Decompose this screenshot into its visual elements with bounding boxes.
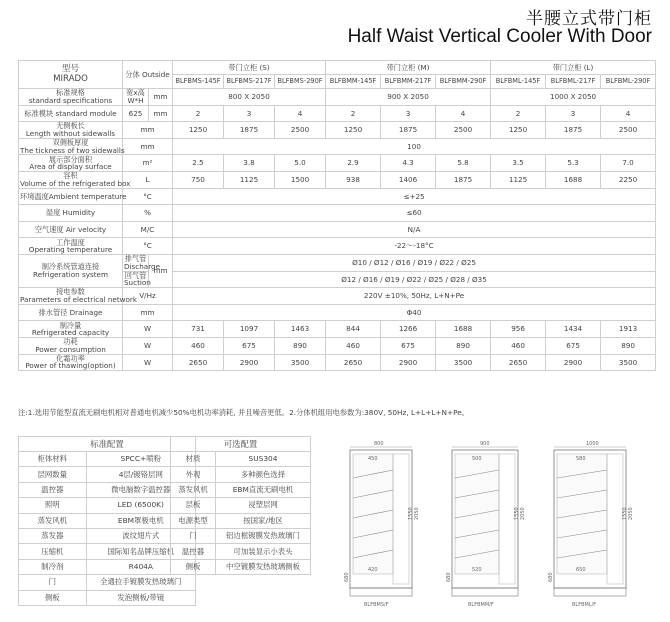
cell: 938 bbox=[326, 171, 381, 188]
row-ambient bbox=[19, 188, 656, 205]
cell: 2900 bbox=[381, 354, 436, 371]
config-key: 层板 bbox=[171, 498, 216, 513]
cell: 2500 bbox=[275, 122, 326, 139]
cell: 890 bbox=[436, 337, 491, 354]
cell: 220V ±10%, 50Hz, L+N+Pe bbox=[173, 288, 656, 305]
dim-b: 680 bbox=[548, 572, 554, 582]
config-key: 侧板 bbox=[171, 559, 216, 574]
cabinet-drawing-m bbox=[446, 441, 526, 608]
drawing-label: BLFBMM/F bbox=[468, 602, 494, 608]
cell: 3500 bbox=[601, 354, 656, 371]
config-key: 侧板 bbox=[19, 590, 87, 605]
cell: 2650 bbox=[326, 354, 381, 371]
cell: 2.5 bbox=[173, 155, 224, 172]
footnote: 注:1.选用节能型直流无刷电机相对普通电机减少50%电机功率消耗, 并且噪音更低。2.分体机组用电参数为:380V, 50Hz, L+L+L+N+Pe。 bbox=[18, 408, 469, 417]
dim-width: 1000 bbox=[586, 441, 599, 447]
cell: 5.8 bbox=[436, 155, 491, 172]
cell: 675 bbox=[381, 337, 436, 354]
dim-h: 1550 bbox=[408, 507, 414, 520]
cell: 1434 bbox=[546, 321, 601, 338]
model-name: BLFBML-290F bbox=[601, 75, 656, 89]
group-m: 带门立柜 (M) bbox=[326, 61, 491, 75]
cell: 2500 bbox=[601, 122, 656, 139]
config-value: 按国家/地区 bbox=[216, 513, 311, 528]
row-capacity bbox=[19, 321, 656, 338]
config-value: 浸塑层网 bbox=[216, 498, 311, 513]
dim-b: 680 bbox=[344, 572, 350, 582]
cell: 750 bbox=[173, 171, 224, 188]
cell: Φ40 bbox=[173, 304, 656, 321]
config-key: 压缩机 bbox=[19, 544, 87, 559]
row-humidity bbox=[19, 205, 656, 222]
cell: 844 bbox=[326, 321, 381, 338]
config-value: 发泡侧板/带镜 bbox=[86, 590, 195, 605]
row-air bbox=[19, 221, 656, 238]
config-key: 蒸发器 bbox=[19, 528, 87, 543]
title-chinese: 半腰立式带门柜 bbox=[526, 9, 652, 29]
row-length bbox=[19, 122, 656, 139]
cell: 890 bbox=[601, 337, 656, 354]
config-value: 铝边框镀膜发热玻璃门 bbox=[216, 528, 311, 543]
row-label: 空气速度 Air velocity bbox=[19, 221, 123, 238]
cell: 956 bbox=[491, 321, 546, 338]
row-label: 湿度 Humidity bbox=[19, 205, 123, 222]
row-unit: V/Hz bbox=[123, 288, 173, 305]
row-label: 接电参数 Parameters of electrical network bbox=[20, 287, 138, 304]
config-key: 材质 bbox=[171, 452, 216, 467]
cell: 3500 bbox=[275, 354, 326, 371]
dim-width: 800 bbox=[374, 441, 384, 447]
config-value: 波纹翅片式 bbox=[86, 528, 195, 543]
cell: 1463 bbox=[275, 321, 326, 338]
model-label: 型号 MIRADO bbox=[19, 61, 123, 89]
config-value: 可加装显示小表头 bbox=[216, 544, 311, 559]
cell: ≤60 bbox=[173, 205, 656, 222]
row-thickness bbox=[19, 138, 656, 155]
cell: 890 bbox=[275, 337, 326, 354]
cell: 675 bbox=[224, 337, 275, 354]
config-key: 电源类型 bbox=[171, 513, 216, 528]
config-value: SPCC+喷粉 bbox=[86, 452, 195, 467]
row-label: 展示部分面积 Area of display surface bbox=[19, 155, 123, 172]
row-sub: 排气管 Discharge bbox=[124, 254, 161, 271]
model-name: BLFBMS-145F bbox=[173, 75, 224, 89]
row-sub: 625 bbox=[123, 105, 149, 122]
config-key: 外观 bbox=[171, 467, 216, 482]
cell: 460 bbox=[173, 337, 224, 354]
cell: 2.9 bbox=[326, 155, 381, 172]
cell: 1875 bbox=[381, 122, 436, 139]
dim-mid: 420 bbox=[368, 567, 378, 573]
cell: 2650 bbox=[491, 354, 546, 371]
cell: 4 bbox=[275, 105, 326, 122]
dim-h: 1550 bbox=[622, 507, 628, 520]
row-drainage bbox=[19, 304, 656, 321]
cell: 1250 bbox=[491, 122, 546, 139]
row-label: 制冷量 Refrigerated capacity bbox=[19, 321, 123, 338]
cell: 1250 bbox=[173, 122, 224, 139]
cell: 2500 bbox=[436, 122, 491, 139]
cell: 1913 bbox=[601, 321, 656, 338]
row-unit: °C bbox=[123, 238, 173, 255]
cell: 1097 bbox=[224, 321, 275, 338]
row-spec bbox=[19, 89, 656, 106]
optional-config-table bbox=[170, 436, 311, 575]
row-label: 标准模块 standard module bbox=[19, 105, 123, 122]
config-key: 蒸发风机 bbox=[19, 513, 87, 528]
row-label: 功耗 Power consumption bbox=[19, 337, 123, 354]
cabinet-drawing-s bbox=[344, 441, 420, 608]
drawing-label: BLFBMS/F bbox=[364, 602, 389, 608]
config-value: 中空镀膜发热玻璃侧板 bbox=[216, 559, 311, 574]
config-value: 4层/镀铬层网 bbox=[86, 467, 195, 482]
dim-b: 680 bbox=[446, 572, 452, 582]
standard-config-title: 标准配置 bbox=[19, 437, 196, 452]
row-power bbox=[19, 337, 656, 354]
config-value: LED (6500K) bbox=[86, 498, 195, 513]
dim-top: 580 bbox=[576, 456, 586, 462]
row-label: 容积 Volume of the refrigerated box bbox=[20, 171, 131, 188]
cabinet-drawing-l bbox=[548, 441, 634, 608]
cell: 2 bbox=[326, 105, 381, 122]
config-key: 柜体材料 bbox=[19, 452, 87, 467]
cell: 1000 X 2050 bbox=[491, 89, 656, 106]
cell: 2900 bbox=[546, 354, 601, 371]
drawing-label: BLFBML/F bbox=[572, 602, 597, 608]
cell: 1500 bbox=[275, 171, 326, 188]
config-key: 制冷剂 bbox=[19, 559, 87, 574]
model-name: BLFBMM-217F bbox=[381, 75, 436, 89]
model-name: BLFBMM-290F bbox=[436, 75, 491, 89]
config-key: 温控器 bbox=[19, 482, 87, 497]
cell: 1125 bbox=[224, 171, 275, 188]
outside-label: 分体 Outside bbox=[123, 61, 173, 89]
cell: ≤+25 bbox=[173, 188, 656, 205]
row-unit: mm bbox=[123, 122, 173, 139]
row-unit: L bbox=[123, 171, 173, 188]
row-label: 环境温度Ambient temperature bbox=[19, 188, 123, 205]
dim-H: 2050 bbox=[520, 507, 526, 520]
cell: 4 bbox=[601, 105, 656, 122]
row-sub: 宽x高 W*H bbox=[123, 89, 149, 106]
dim-top: 450 bbox=[368, 456, 378, 462]
row-unit: M/C bbox=[123, 221, 173, 238]
cell: 800 X 2050 bbox=[173, 89, 326, 106]
model-name: BLFBML-145F bbox=[491, 75, 546, 89]
row-thawing bbox=[19, 354, 656, 371]
config-value: EBM直流无刷电机 bbox=[216, 482, 311, 497]
cabinet-drawings bbox=[328, 440, 658, 615]
row-label: 工作温度 Operating temperature bbox=[19, 238, 123, 255]
row-label: 双侧板厚度 The tickness of two sidewalls bbox=[20, 138, 125, 155]
model-name: BLFBML-217F bbox=[546, 75, 601, 89]
dim-mid: 650 bbox=[576, 567, 586, 573]
cell: 3500 bbox=[436, 354, 491, 371]
cell: 900 X 2050 bbox=[326, 89, 491, 106]
cell: Ø12 / Ø16 / Ø19 / Ø22 / Ø25 / Ø28 / Ø35 bbox=[173, 271, 656, 288]
config-value: R404A bbox=[86, 559, 195, 574]
row-label: 化霜功率 Power of thawing(option) bbox=[19, 354, 123, 371]
model-name: BLFBMS-290F bbox=[275, 75, 326, 89]
cell: 3 bbox=[381, 105, 436, 122]
cell: 5.3 bbox=[546, 155, 601, 172]
cell: 731 bbox=[173, 321, 224, 338]
config-key: 蒸发风机 bbox=[171, 482, 216, 497]
cell: Ø10 / Ø12 / Ø16 / Ø19 / Ø22 / Ø25 bbox=[173, 254, 656, 271]
cell: 1875 bbox=[546, 122, 601, 139]
cell: -22～-18°C bbox=[173, 238, 656, 255]
cell: 460 bbox=[326, 337, 381, 354]
cell: 2900 bbox=[224, 354, 275, 371]
row-volume bbox=[19, 171, 656, 188]
cell: 2 bbox=[173, 105, 224, 122]
cell: 1406 bbox=[381, 171, 436, 188]
row-unit: mm bbox=[149, 105, 173, 122]
optional-config-title: 可选配置 bbox=[171, 437, 311, 452]
cell: 1125 bbox=[491, 171, 546, 188]
cell: 4.3 bbox=[381, 155, 436, 172]
row-unit: °C bbox=[123, 188, 173, 205]
config-value: 微电脑数字温控器 bbox=[86, 482, 195, 497]
config-key: 门 bbox=[19, 575, 87, 590]
cell: 7.0 bbox=[601, 155, 656, 172]
config-value: EBM罩极电机 bbox=[86, 513, 195, 528]
row-area bbox=[19, 155, 656, 172]
cell: 3 bbox=[224, 105, 275, 122]
cell: 1266 bbox=[381, 321, 436, 338]
cell: 1875 bbox=[436, 171, 491, 188]
row-unit: m² bbox=[123, 155, 173, 172]
row-sub: 回气管 Suction bbox=[124, 270, 151, 288]
model-name: BLFBMS-217F bbox=[224, 75, 275, 89]
row-unit: W bbox=[123, 337, 173, 354]
dim-H: 2050 bbox=[414, 507, 420, 520]
row-module bbox=[19, 105, 656, 122]
cell: 460 bbox=[491, 337, 546, 354]
row-unit: W bbox=[123, 321, 173, 338]
dim-h: 1550 bbox=[514, 507, 520, 520]
group-s: 带门立柜 (S) bbox=[173, 61, 326, 75]
cell: 1250 bbox=[326, 122, 381, 139]
config-key: 门 bbox=[171, 528, 216, 543]
model-name: BLFBMM-145F bbox=[326, 75, 381, 89]
row-label: 无侧板长 Length without sidewalls bbox=[19, 122, 123, 139]
config-value: 多种颜色选择 bbox=[216, 467, 311, 482]
cell: 2250 bbox=[601, 171, 656, 188]
config-value: 国际知名品牌压缩机 bbox=[86, 544, 195, 559]
cell: 675 bbox=[546, 337, 601, 354]
row-operating-temp bbox=[19, 238, 656, 255]
row-unit: mm bbox=[149, 89, 173, 106]
cell: N/A bbox=[173, 221, 656, 238]
cell: 1688 bbox=[546, 171, 601, 188]
row-label: 排水管径 Drainage bbox=[19, 304, 123, 321]
dim-mid: 520 bbox=[472, 567, 482, 573]
cell: 3.8 bbox=[224, 155, 275, 172]
cell: 2 bbox=[491, 105, 546, 122]
config-key: 照明 bbox=[19, 498, 87, 513]
row-electrical bbox=[19, 288, 656, 305]
cell: 1875 bbox=[224, 122, 275, 139]
group-l: 带门立柜 (L) bbox=[491, 61, 656, 75]
row-label: 标准规格 standard specifications bbox=[19, 89, 123, 106]
dim-width: 900 bbox=[480, 441, 490, 447]
cell: 3.5 bbox=[491, 155, 546, 172]
config-value: 全通拉手镀膜发热玻璃门 bbox=[86, 575, 195, 590]
row-unit: % bbox=[123, 205, 173, 222]
row-unit: mm bbox=[123, 138, 173, 155]
config-value: SUS304 bbox=[216, 452, 311, 467]
cell: 5.0 bbox=[275, 155, 326, 172]
row-unit: mm bbox=[149, 254, 173, 287]
cell: 1688 bbox=[436, 321, 491, 338]
title-english: Half Waist Vertical Cooler With Door bbox=[347, 26, 652, 47]
config-key: 温控器 bbox=[171, 544, 216, 559]
cell: 100 bbox=[173, 138, 656, 155]
cell: 4 bbox=[436, 105, 491, 122]
config-key: 层网数量 bbox=[19, 467, 87, 482]
row-label: 制冷系统管道连接 Refrigeration system bbox=[19, 254, 123, 287]
row-unit: mm bbox=[123, 304, 173, 321]
spec-table bbox=[18, 60, 656, 371]
cell: 2650 bbox=[173, 354, 224, 371]
dim-top: 500 bbox=[472, 456, 482, 462]
row-pipe-discharge bbox=[19, 254, 656, 271]
dim-H: 2050 bbox=[628, 507, 634, 520]
cell: 3 bbox=[546, 105, 601, 122]
row-unit: W bbox=[123, 354, 173, 371]
